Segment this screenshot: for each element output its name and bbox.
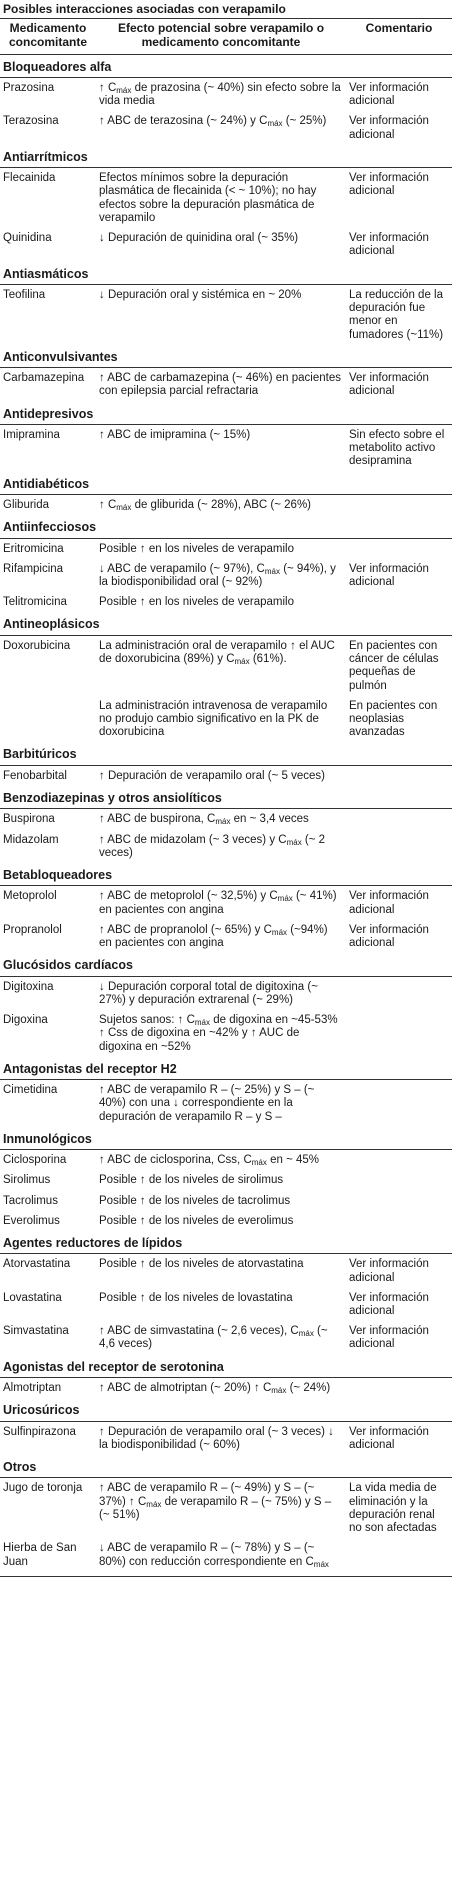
table-row <box>0 765 452 786</box>
category-label: Agentes reductores de lípidos <box>0 1231 452 1254</box>
category-label: Antineoplásicos <box>0 612 452 635</box>
drug-cell: Ciclosporina <box>3 1154 67 1167</box>
drug-cell: Midazolam <box>3 833 59 846</box>
table-row <box>0 538 452 559</box>
effect-cell: ↑ ABC de ciclosporina, Css, $C_{máx}$ en ~ 45% <box>99 1154 319 1168</box>
table-row <box>0 228 452 261</box>
drug-cell: Gliburida <box>3 499 50 511</box>
comment-cell <box>346 495 452 516</box>
category-label: Antidepresivos <box>0 402 452 425</box>
effect-cell: Posible ↑ en los niveles de verapamilo <box>99 542 294 555</box>
drug-cell: Almotriptan <box>3 1382 62 1395</box>
category-row <box>0 1398 452 1421</box>
table-row <box>0 920 452 953</box>
comment-cell <box>346 1378 452 1399</box>
comment-cell: En pacientes con neoplasias avanzadas <box>349 699 438 739</box>
drug-cell: Atorvastatina <box>3 1258 71 1271</box>
table-row <box>0 111 452 144</box>
comment-cell <box>346 830 452 863</box>
comment-cell: La vida media de eliminación y la depuración renal no son afectadas <box>349 1482 437 1535</box>
drug-cell: Tacrolimus <box>3 1194 58 1207</box>
header-drug: Medicamento concomitante <box>0 19 96 54</box>
table-row <box>0 1421 452 1455</box>
category-label: Agonistas del receptor de serotonina <box>0 1355 452 1378</box>
effect-cell: Posible ↑ de los niveles de everolimus <box>99 1214 294 1227</box>
comment-cell: Ver información adicional <box>349 1291 429 1318</box>
effect-cell: Posible ↑ de los niveles de sirolimus <box>99 1174 284 1187</box>
effect-cell: ↑ $C_{máx}$ de prazosina (~ 40%) sin efecto sobre la vida media <box>99 81 341 108</box>
comment-cell <box>346 976 452 1010</box>
comment-cell <box>346 1080 452 1127</box>
effect-cell: ↑ ABC de verapamilo R – (~ 49%) y S – (~ 37%) ↑ $C_{máx}$ de verapamilo R – (~ 75%) y S – (~ 51%) <box>99 1482 332 1521</box>
drug-cell: Doxorubicina <box>3 639 71 652</box>
category-label: Antiinfecciosos <box>0 515 452 538</box>
effect-cell: ↑ ABC de carbamazepina (~ 46%) en pacientes con epilepsia parcial refractaria <box>99 372 341 398</box>
category-label: Betabloqueadores <box>0 863 452 886</box>
interactions-table <box>0 19 452 1572</box>
category-row <box>0 1231 452 1254</box>
category-row <box>0 1057 452 1080</box>
drug-cell: Teofilina <box>3 288 46 301</box>
drug-cell: Quinidina <box>3 232 52 245</box>
comment-cell: Ver información adicional <box>349 562 429 589</box>
category-label: Anticonvulsivantes <box>0 345 452 368</box>
category-row <box>0 1127 452 1150</box>
drug-cell: Terazosina <box>3 115 59 128</box>
table-row <box>0 368 452 402</box>
category-row <box>0 1355 452 1378</box>
drug-cell: Imipramina <box>3 428 60 441</box>
drug-cell: Telitromicina <box>3 596 67 609</box>
category-label: Bloqueadores alfa <box>0 54 452 77</box>
table-row <box>0 1288 452 1321</box>
effect-cell: ↓ Depuración oral y sistémica en ~ 20% <box>99 288 302 301</box>
drug-cell: Sulfinpirazona <box>3 1425 76 1438</box>
table-row <box>0 1170 452 1190</box>
effect-cell: ↑ ABC de midazolam (~ 3 veces) y $C_{máx}$ (~ 2 veces) <box>99 833 326 859</box>
table-row <box>0 1010 452 1057</box>
table-row <box>0 886 452 920</box>
drug-cell: Hierba de San Juan <box>3 1542 77 1568</box>
comment-cell: En pacientes con cáncer de células pequeñas de pulmón <box>349 639 439 692</box>
table-header <box>0 19 452 54</box>
comment-cell: Ver información adicional <box>349 81 429 108</box>
category-label: Antiasmáticos <box>0 262 452 285</box>
comment-cell <box>346 809 452 830</box>
drug-cell: Prazosina <box>3 81 55 94</box>
comment-cell: Ver información adicional <box>349 372 429 398</box>
table-row <box>0 1538 452 1571</box>
table-row <box>0 168 452 228</box>
table-row <box>0 592 452 612</box>
category-row <box>0 612 452 635</box>
table-row <box>0 1378 452 1399</box>
category-row <box>0 953 452 976</box>
comment-cell <box>346 1150 452 1171</box>
category-row <box>0 262 452 285</box>
drug-cell <box>0 696 96 743</box>
effect-cell: ↑ ABC de verapamilo R – (~ 25%) y S – (~ 40%) con una ↓ correspondiente en la depuración de verapamilo R – y S – <box>99 1084 315 1123</box>
effect-cell: ↑ ABC de terazosina (~ 24%) y $C_{máx}$ (~ 25%) <box>99 115 327 129</box>
comment-cell: La reducción de la depuración fue menor en fumadores (~11%) <box>349 288 444 341</box>
drug-cell: Sirolimus <box>3 1174 51 1187</box>
effect-cell: Posible ↑ de los niveles de atorvastatina <box>99 1258 304 1271</box>
effect-cell: ↑ ABC de imipramina (~ 15%) <box>99 428 251 441</box>
comment-cell: Ver información adicional <box>349 115 429 141</box>
category-row <box>0 863 452 886</box>
drug-cell: Fenobarbital <box>3 769 67 782</box>
table-row <box>0 559 452 592</box>
table-bottom-rule <box>0 1572 452 1577</box>
drug-cell: Digoxina <box>3 1014 48 1027</box>
drug-cell: Lovastatina <box>3 1291 62 1304</box>
table-row <box>0 809 452 830</box>
drug-cell: Buspirona <box>3 813 55 826</box>
table-row <box>0 1478 452 1538</box>
category-row <box>0 145 452 168</box>
comment-cell <box>346 1211 452 1231</box>
table-row <box>0 976 452 1010</box>
comment-cell <box>346 538 452 559</box>
effect-cell: ↓ ABC de verapamilo (~ 97%), $C_{máx}$ (~ 94%), y la biodisponibilidad oral (~ 92%) <box>99 562 336 589</box>
effect-cell: Posible ↑ de los niveles de tacrolimus <box>99 1194 291 1207</box>
comment-cell: Ver información adicional <box>349 172 429 198</box>
effect-cell: ↑ ABC de propranolol (~ 65%) y $C_{máx}$ (~94%) en pacientes con angina <box>99 923 328 950</box>
table-row <box>0 1254 452 1288</box>
header-effect: Efecto potencial sobre verapamilo o medicamento concomitante <box>96 19 346 54</box>
table-row <box>0 1150 452 1171</box>
header-row <box>0 19 452 54</box>
category-label: Barbitúricos <box>0 742 452 765</box>
table-row <box>0 1321 452 1354</box>
table-row <box>0 830 452 863</box>
comment-cell: Ver información adicional <box>349 890 429 916</box>
effect-cell: ↑ Depuración de verapamilo oral (~ 5 veces) <box>99 769 325 782</box>
effect-cell: Sujetos sanos: ↑ $C_{máx}$ de digoxina en ~45-53% ↑ Css de digoxina en ~42% y ↑ AUC de digoxina en ~52% <box>99 1014 338 1053</box>
comment-cell <box>346 1010 452 1057</box>
drug-cell: Everolimus <box>3 1214 60 1227</box>
comment-cell: Ver información adicional <box>349 1425 429 1451</box>
category-label: Uricosúricos <box>0 1398 452 1421</box>
table-row <box>0 495 452 516</box>
category-label: Glucósidos cardíacos <box>0 953 452 976</box>
effect-cell: ↑ ABC de buspirona, $C_{máx}$ en ~ 3,4 veces <box>99 813 309 827</box>
effect-cell: Efectos mínimos sobre la depuración plasmática de flecainida (< ~ 10%); no hay efectos sobre la depuración plasmática de verapamilo <box>99 172 317 224</box>
effect-cell: ↓ ABC de verapamilo R – (~ 78%) y S – (~ 80%) con reducción correspondiente en $C_{máx}$ <box>99 1542 329 1569</box>
comment-cell: Ver información adicional <box>349 923 429 950</box>
comment-cell <box>346 592 452 612</box>
drug-cell: Jugo de toronja <box>3 1482 83 1495</box>
effect-cell: La administración intravenosa de verapamilo no produjo cambio significativo en la PK de doxorubicina <box>99 699 328 739</box>
category-row <box>0 402 452 425</box>
effect-cell: ↑ Depuración de verapamilo oral (~ 3 veces) ↓ la biodisponibilidad (~ 60%) <box>99 1425 334 1451</box>
category-row <box>0 786 452 809</box>
table-row <box>0 77 452 111</box>
category-label: Antidiabéticos <box>0 472 452 495</box>
drug-cell: Simvastatina <box>3 1325 69 1338</box>
table-row <box>0 635 452 695</box>
comment-cell <box>346 765 452 786</box>
comment-cell: Ver información adicional <box>349 1325 429 1351</box>
drug-cell: Propranolol <box>3 923 62 936</box>
table-row <box>0 284 452 344</box>
drug-cell: Metoprolol <box>3 890 57 903</box>
effect-cell: ↑ $C_{máx}$ de gliburida (~ 28%), ABC (~ 26%) <box>99 499 311 512</box>
drug-cell: Eritromicina <box>3 542 64 555</box>
comment-cell <box>346 1191 452 1211</box>
category-row <box>0 1455 452 1478</box>
category-label: Benzodiazepinas y otros ansiolíticos <box>0 786 452 809</box>
table-title: Posibles interacciones asociadas con verapamilo <box>0 0 452 19</box>
comment-cell <box>346 1538 452 1571</box>
effect-cell: ↑ ABC de almotriptan (~ 20%) ↑ $C_{máx}$ (~ 24%) <box>99 1382 331 1396</box>
table-row <box>0 696 452 743</box>
effect-cell: Posible ↑ de los niveles de lovastatina <box>99 1291 293 1304</box>
header-comment: Comentario <box>346 19 452 54</box>
category-label: Otros <box>0 1455 452 1478</box>
effect-cell: Posible ↑ en los niveles de verapamilo <box>99 596 294 609</box>
drug-cell: Cimetidina <box>3 1084 58 1097</box>
category-label: Inmunológicos <box>0 1127 452 1150</box>
comment-cell: Ver información adicional <box>349 232 429 258</box>
table-row <box>0 1080 452 1127</box>
effect-cell: La administración oral de verapamilo ↑ el AUC de doxorubicina (89%) y $C_{máx}$ (61%). <box>99 639 335 667</box>
effect-cell: ↑ ABC de metoprolol (~ 32,5%) y $C_{máx}$ (~ 41%) en pacientes con angina <box>99 890 337 916</box>
category-label: Antagonistas del receptor H2 <box>0 1057 452 1080</box>
effect-cell: ↓ Depuración corporal total de digitoxina (~ 27%) y depuración extrarenal (~ 29%) <box>99 980 318 1006</box>
table-row <box>0 1191 452 1211</box>
effect-cell: ↓ Depuración de quinidina oral (~ 35%) <box>99 232 299 245</box>
category-row <box>0 742 452 765</box>
table-row <box>0 424 452 471</box>
drug-cell: Flecainida <box>3 172 56 185</box>
category-row <box>0 345 452 368</box>
category-row <box>0 54 452 77</box>
drug-cell: Carbamazepina <box>3 372 85 385</box>
drug-cell: Digitoxina <box>3 980 54 993</box>
drug-cell: Rifampicina <box>3 562 64 575</box>
comment-cell: Ver información adicional <box>349 1258 429 1284</box>
comment-cell <box>346 1170 452 1190</box>
effect-cell: ↑ ABC de simvastatina (~ 2,6 veces), $C_{máx}$ (~ 4,6 veces) <box>99 1325 328 1351</box>
category-row <box>0 515 452 538</box>
category-row <box>0 472 452 495</box>
category-label: Antiarrítmicos <box>0 145 452 168</box>
table-row <box>0 1211 452 1231</box>
comment-cell: Sin efecto sobre el metabolito activo desipramina <box>349 428 445 468</box>
table-body <box>0 54 452 1572</box>
